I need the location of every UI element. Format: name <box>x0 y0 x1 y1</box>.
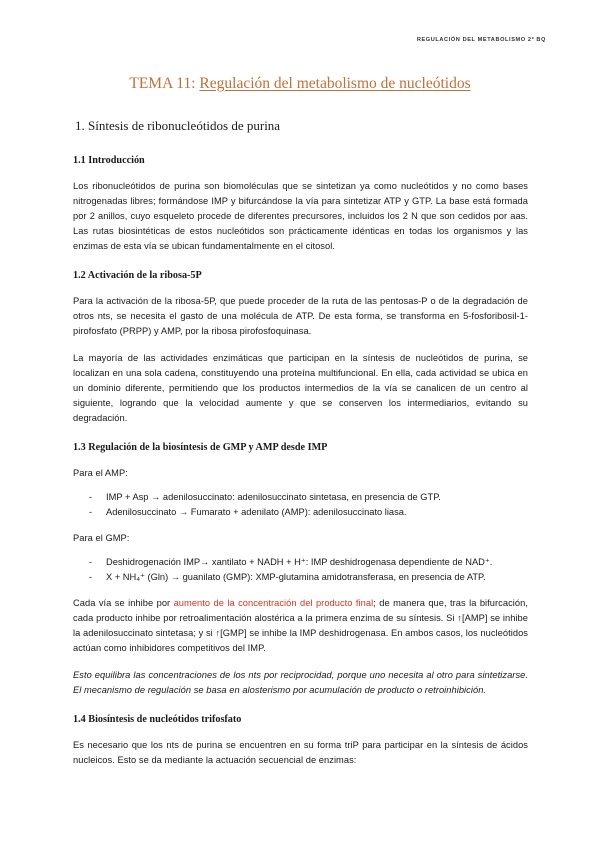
section-1-heading: 1. Síntesis de ribonucleótidos de purina <box>75 118 281 133</box>
title-prefix: TEMA 11: <box>129 75 196 92</box>
list-item: - X + NH₄⁺ (Gln) → guanilato (GMP): XMP-glutamina amidotransferasa, en presencia de ATP. <box>89 572 486 582</box>
title-main: Regulación del metabolismo de nucleótidos <box>199 75 471 92</box>
section-1-4-text: Es necesario que los nts de purina se encuentren en su forma triP para participar en la síntesis de ácidos nucleicos. Esto se da mediante la actuación secuencial de enzimas: <box>73 740 528 765</box>
section-1-2-paragraph-1: Para la activación de la ribosa-5P, que puede proceder de la ruta de las pentosas-P o de la degradación de otros nts, se necesita el gasto de una molécula de ATP. De esta forma, se transforma en 5-fosforibosil-1-pirofosfato (PRPP) y AMP, por la ribosa pirofosfoquinasa. <box>73 296 528 336</box>
list-item: - Adenilosuccinato → Fumarato + adenilato (AMP): adenilosuccinato liasa. <box>89 507 407 517</box>
highlighted-text: aumento de la concentración del producto final <box>173 598 374 608</box>
page-title <box>0 75 600 93</box>
italic-note: Esto equilibra las concentraciones de los nts por reciprocidad, porque uno necesita al otro para sintetizarse. El mecanismo de regulación se basa en alosterismo por acumulación de producto o retroinhibición. <box>73 670 528 695</box>
document-body <box>73 118 528 780</box>
section-1-2-paragraph-2: La mayoría de las actividades enzimáticas que participan en la síntesis de nucleótidos de purina, se localizan en una sola cadena, constituyendo una proteína multifuncional. En ella, cada actividad se ubica en un dominio diferente, permitiendo que los productos intermedios de la vía se canalicen de un centro al siguiente, logrando que la velocidad aumente y que se conserven los intermediarios, evitando su degradación. <box>73 353 528 423</box>
running-header: REGULACIÓN DEL METABOLISMO 2º BQ <box>416 37 546 43</box>
list-item: - Deshidrogenación IMP→ xantilato + NADH + H⁺: IMP deshidrogenasa dependiente de NAD⁺. <box>89 557 493 567</box>
section-1-3-heading: 1.3 Regulación de la biosíntesis de GMP y AMP desde IMP <box>73 442 328 453</box>
section-1-1-heading: 1.1 Introducción <box>73 155 145 166</box>
section-1-2-heading: 1.2 Activación de la ribosa-5P <box>73 270 202 281</box>
gmp-list <box>73 555 528 585</box>
section-1-4-heading: 1.4 Biosíntesis de nucleótidos trifosfato <box>73 714 242 725</box>
list-item: - IMP + Asp → adenilosuccinato: adenilosuccinato sintetasa, en presencia de GTP. <box>89 492 441 502</box>
amp-label: Para el AMP: <box>73 468 128 478</box>
regulation-paragraph: Cada vía se inhibe por aumento de la concentración del producto final; de manera que, tras la bifurcación, cada producto inhibe por retroalimentación alostérica a la primera enzima de su síntesis. Si ↑[AMP] se inhibe la adenilosuccinato sintetasa; y si ↑[GMP] se inhibe la IMP deshidrogenasa. En ambos casos, los nucleótidos actúan como inhibidores competitivos del IMP. <box>73 598 528 653</box>
section-1-1-text: Los ribonucleótidos de purina son biomoléculas que se sintetizan ya como nucleótidos y no como bases nitrogenadas libres; formándose IMP y bifurcándose la vía para sintetizar ATP y GTP. La base está formada por 2 anillos, cuyo esqueleto procede de diferentes precursores, incluidos los 2 N que son cedidos por aas. Las rutas biosintéticas de estos nucleótidos son prácticamente idénticas en todas los organismos y las enzimas de esta vía se ubican fundamentalmente en el citosol. <box>73 181 528 251</box>
amp-list <box>73 490 528 520</box>
gmp-label: Para el GMP: <box>73 533 130 543</box>
